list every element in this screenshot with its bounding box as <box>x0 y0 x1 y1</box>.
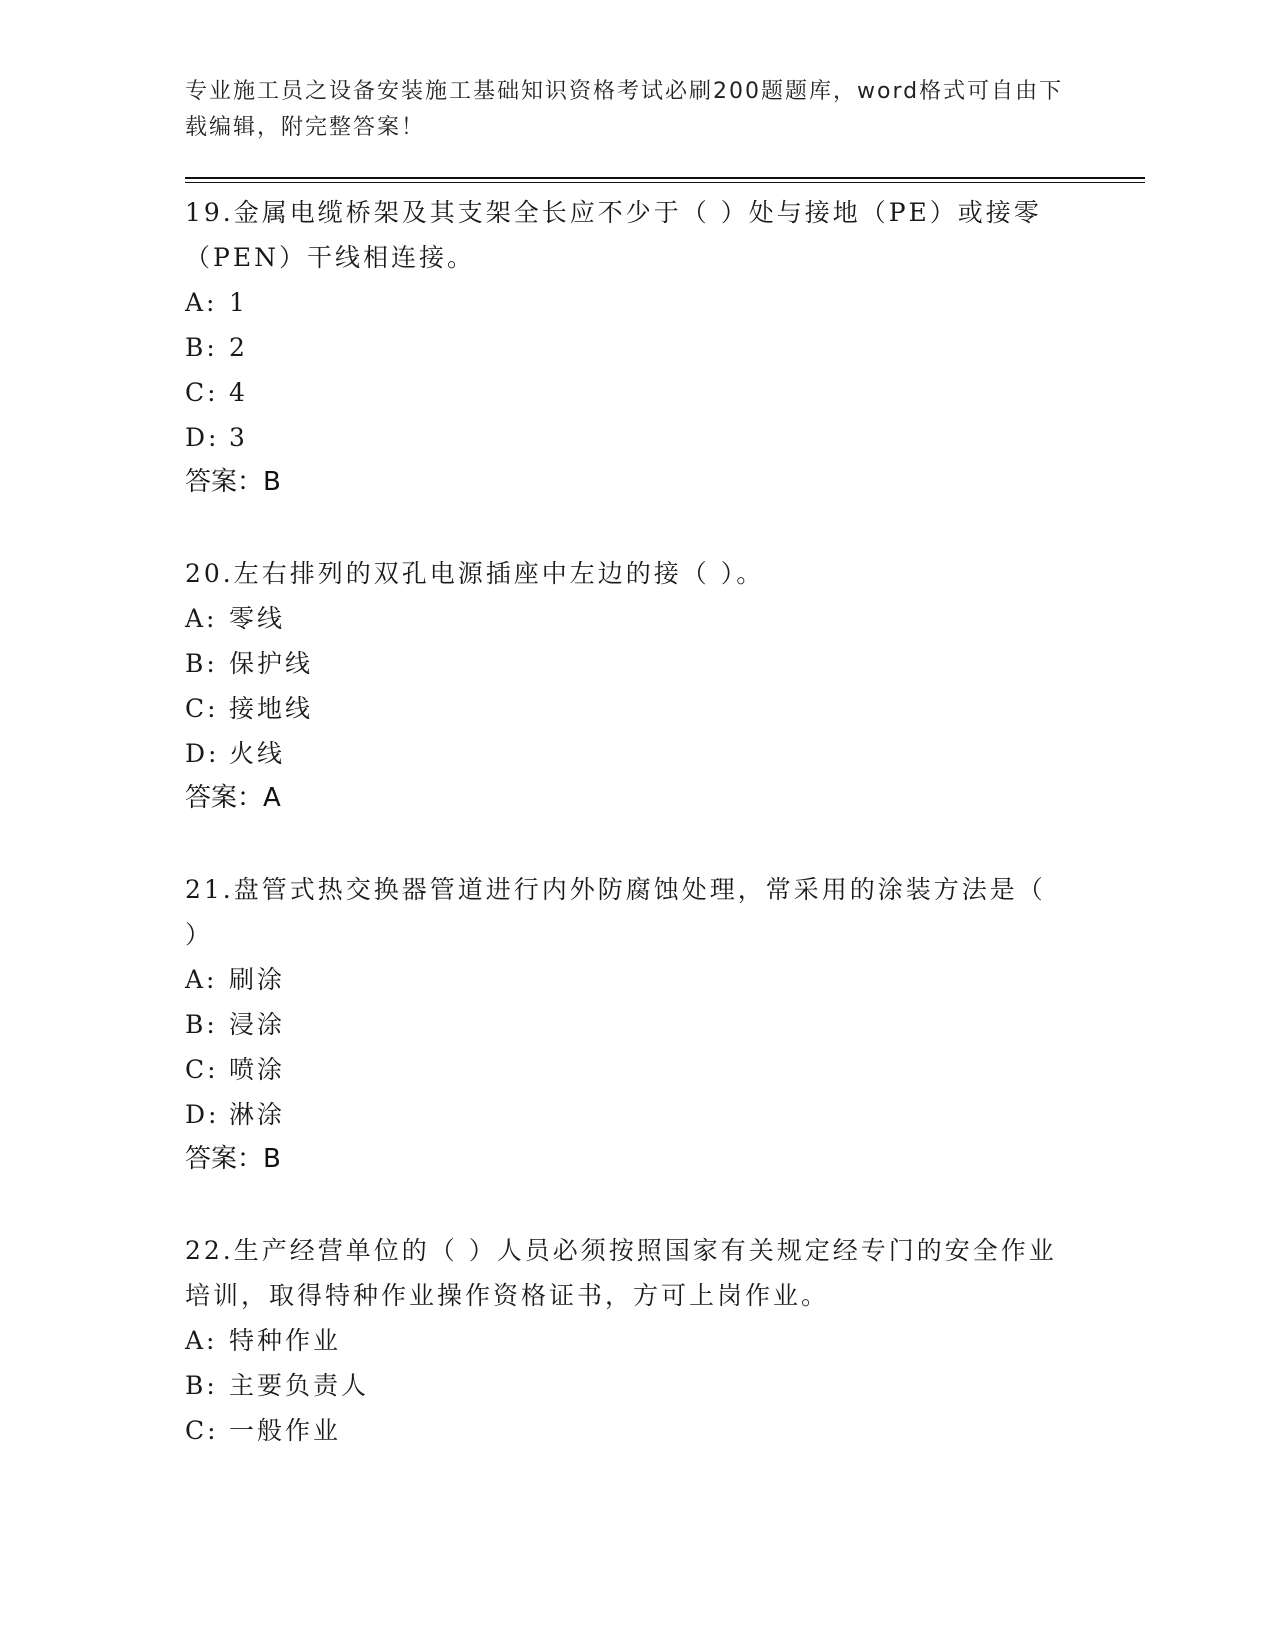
header-divider-thin <box>185 182 1145 183</box>
option-item <box>185 325 1065 370</box>
option-text: 保护线 <box>229 649 314 678</box>
option-item <box>185 596 1065 641</box>
option-text: 火线 <box>229 739 286 768</box>
question-item <box>185 190 1065 505</box>
option-text: 特种作业 <box>229 1326 342 1355</box>
option-key: C: <box>185 378 219 407</box>
question-item <box>185 551 1065 821</box>
question-item <box>185 867 1065 1182</box>
question-list <box>185 190 1065 1499</box>
option-item <box>185 641 1065 686</box>
option-text: 主要负责人 <box>229 1371 370 1400</box>
header-divider-thick <box>185 177 1145 179</box>
option-key: D: <box>185 1100 220 1129</box>
option-item <box>185 1363 1065 1408</box>
option-text: 1 <box>229 288 248 317</box>
document-header: 专业施工员之设备安装施工基础知识资格考试必刷200题题库，word格式可自由下载编辑，附完整答案！ <box>185 79 1064 140</box>
option-item <box>185 415 1065 460</box>
option-key: B: <box>185 649 218 678</box>
option-text: 接地线 <box>229 694 314 723</box>
answer-text: 答案：B <box>185 1144 281 1174</box>
option-text: 淋涂 <box>229 1100 286 1129</box>
option-key: C: <box>185 694 219 723</box>
option-item <box>185 370 1065 415</box>
question-text: 19.金属电缆桥架及其支架全长应不少于（ ）处与接地（PE）或接零（PEN）干线相连接。 <box>185 198 1042 272</box>
question-item <box>185 1228 1065 1453</box>
option-key: A: <box>185 604 218 633</box>
option-item <box>185 280 1065 325</box>
answer-text: 答案：B <box>185 467 281 497</box>
option-item <box>185 1047 1065 1092</box>
question-text: 21.盘管式热交换器管道进行内外防腐蚀处理，常采用的涂装方法是（ ） <box>185 875 1046 949</box>
option-key: A: <box>185 965 218 994</box>
option-text: 浸涂 <box>229 1010 286 1039</box>
option-text: 2 <box>229 333 248 362</box>
option-key: A: <box>185 288 218 317</box>
option-key: D: <box>185 423 220 452</box>
option-item <box>185 1002 1065 1047</box>
option-item <box>185 1408 1065 1453</box>
option-key: B: <box>185 333 218 362</box>
question-text: 22.生产经营单位的（ ）人员必须按照国家有关规定经专门的安全作业培训，取得特种作业操作资格证书，方可上岗作业。 <box>185 1236 1057 1310</box>
option-text: 零线 <box>229 604 286 633</box>
option-item <box>185 686 1065 731</box>
option-text: 3 <box>229 423 248 452</box>
option-key: A: <box>185 1326 218 1355</box>
option-item <box>185 731 1065 776</box>
option-text: 喷涂 <box>229 1055 286 1084</box>
option-text: 刷涂 <box>229 965 286 994</box>
option-key: C: <box>185 1416 219 1445</box>
option-item <box>185 1092 1065 1137</box>
option-key: D: <box>185 739 220 768</box>
question-text: 20.左右排列的双孔电源插座中左边的接（ ）。 <box>185 559 765 588</box>
option-item <box>185 1318 1065 1363</box>
option-item <box>185 957 1065 1002</box>
answer-text: 答案：A <box>185 783 281 813</box>
option-key: B: <box>185 1371 218 1400</box>
option-text: 一般作业 <box>229 1416 342 1445</box>
option-text: 4 <box>229 378 248 407</box>
option-key: C: <box>185 1055 219 1084</box>
option-key: B: <box>185 1010 218 1039</box>
